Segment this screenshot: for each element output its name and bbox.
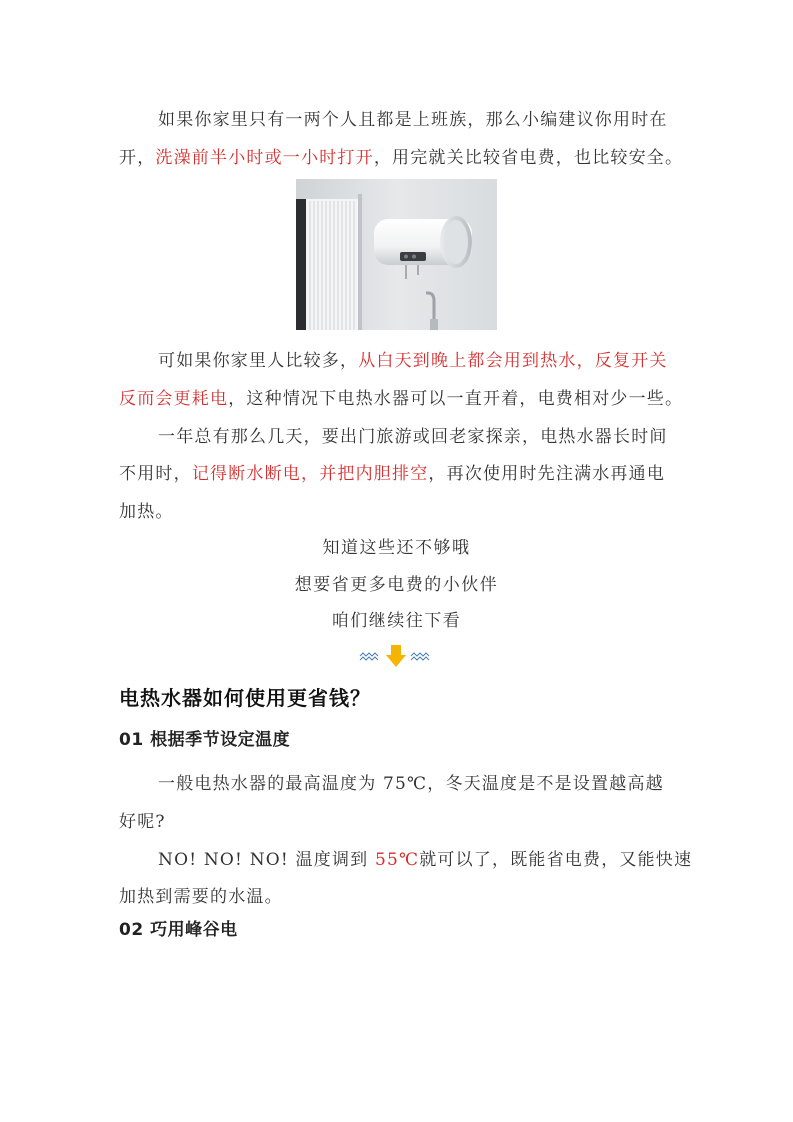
water-heater-photo: [296, 179, 497, 330]
para1-line2: [119, 146, 683, 170]
centered-line-3: 咱们继续往下看: [331, 611, 462, 631]
sub1-para2-line1-text-b: 就可以了，既能省电费，又能快速: [419, 850, 693, 870]
centered-line-1: 知道这些还不够哦: [322, 538, 471, 558]
subheading-2: 02 巧用峰谷电: [119, 920, 238, 940]
section-title: 电热水器如何使用更省钱？: [119, 686, 371, 710]
para3-line2-text-b: ，再次使用时先注满水再通电: [428, 464, 666, 484]
sub1-para2-line2: [119, 885, 283, 909]
subheading-1: 01 根据季节设定温度: [119, 730, 291, 750]
para1-line2-text-a: 开，: [119, 148, 156, 168]
para1-highlight: 洗澡前半小时或一小时打开: [155, 148, 374, 168]
down-arrow-icon: [356, 643, 436, 669]
sub1-para2-highlight: 55℃: [374, 850, 420, 870]
para2-highlight-2: 反而会更耗电: [119, 389, 229, 409]
para2-line1-text-a: 可如果你家里人比较多，: [158, 351, 359, 371]
para3-line1: [158, 425, 668, 449]
para3-line3: [119, 500, 174, 524]
sub1-para1-line2: [119, 810, 166, 834]
para1-line1-text: 如果你家里只有一两个人且都是上班族，那么小编建议你用时在: [158, 110, 668, 130]
para3-highlight: 记得断水断电，并把内胆排空: [191, 464, 429, 484]
centered-line-2: 想要省更多电费的小伙伴: [294, 575, 499, 595]
para2-highlight-1: 从白天到晚上都会用到热水，反复开关: [358, 351, 668, 371]
sub1-para2-line1: [158, 848, 692, 872]
sub1-para1-line2-text: 好呢?: [119, 812, 166, 832]
sub1-para1-line1-text: 一般电热水器的最高温度为 75℃，冬天温度是不是设置越高越: [158, 774, 664, 794]
sub1-para1-line1: [158, 772, 664, 796]
para3-line1-text: 一年总有那么几天，要出门旅游或回老家探亲，电热水器长时间: [158, 427, 668, 447]
para3-line2-text-a: 不用时，: [119, 464, 192, 484]
para1-line2-text-b: ，用完就关比较省电费，也比较安全。: [373, 148, 684, 168]
para2-line2-text-b: ，这种情况下电热水器可以一直开着，电费相对少一些。: [228, 389, 684, 409]
para1-line1: [158, 108, 668, 132]
para2-line1: [158, 349, 668, 373]
para3-line2: [119, 462, 665, 486]
sub1-para2-line1-text-a: NO! NO! NO! 温度调到: [158, 850, 375, 870]
sub1-para2-line2-text: 加热到需要的水温。: [119, 887, 283, 907]
para2-line2: [119, 387, 683, 411]
para3-line3-text: 加热。: [119, 502, 174, 522]
